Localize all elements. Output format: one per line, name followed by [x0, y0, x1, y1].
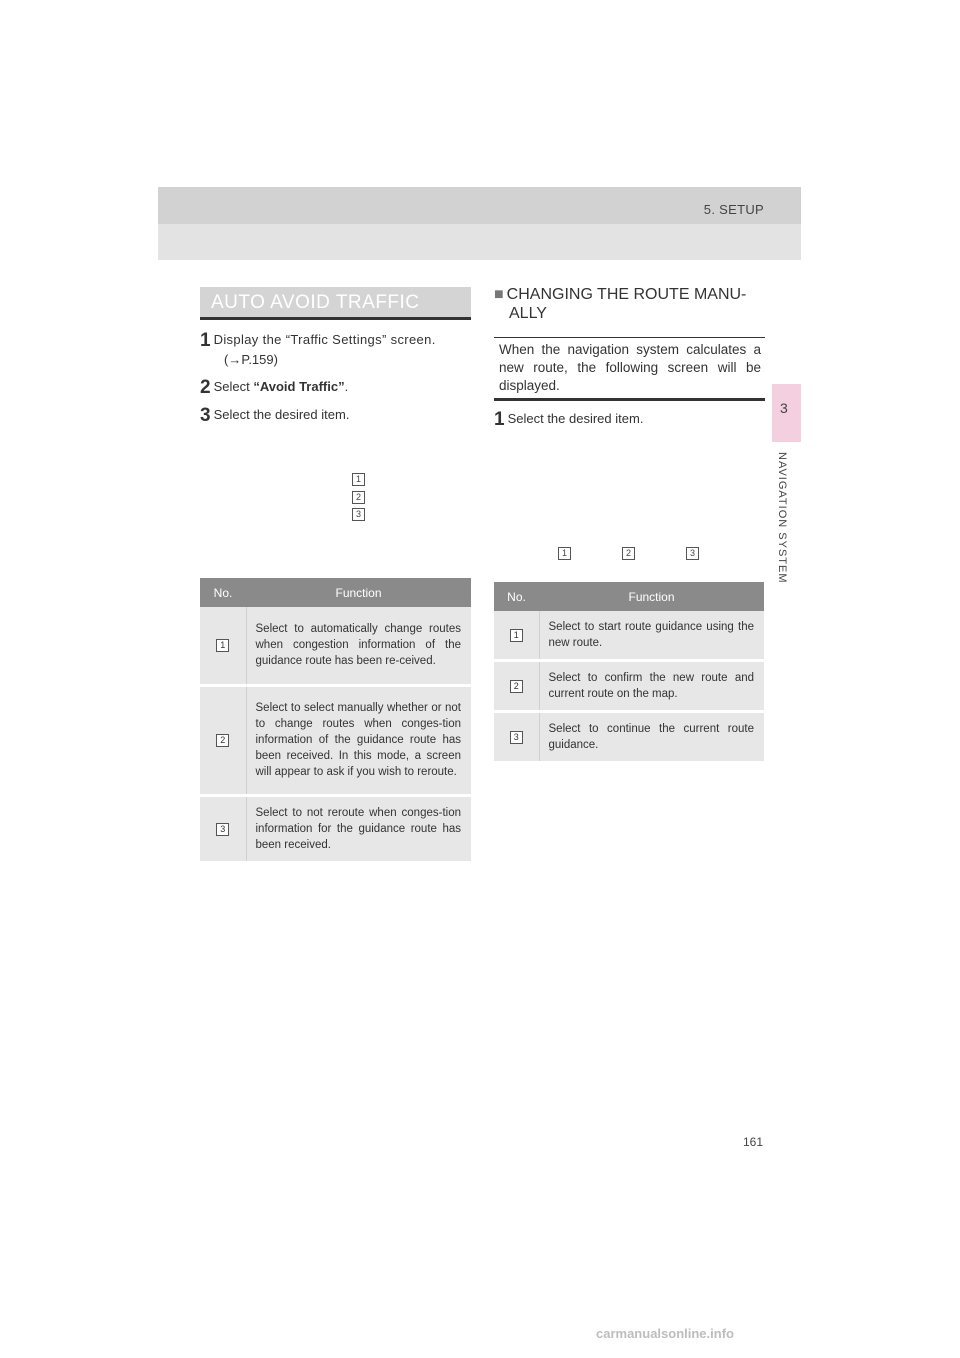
- col-function: Function: [539, 582, 764, 611]
- info-note: When the navigation system calculates a new route, the following screen will be displayed.: [494, 337, 765, 401]
- auto-avoid-function-table: [200, 578, 471, 864]
- step-text: Display the “Traffic Settings” screen.: [213, 332, 436, 347]
- reroute-function-table: [494, 582, 764, 764]
- changing-route-heading: [494, 285, 769, 323]
- page-reference: (→P.159): [224, 352, 278, 367]
- row-function: Select to not reroute when conges-tion information for the guidance route has been received.: [246, 795, 471, 862]
- row-number: 3: [510, 731, 523, 744]
- row-number: 1: [216, 639, 229, 652]
- heading-text: AUTO AVOID TRAFFIC: [211, 292, 420, 313]
- callout-2: 2: [622, 547, 635, 560]
- step-number: 2: [200, 377, 211, 398]
- step-number: 1: [200, 330, 211, 351]
- callout-3: 3: [352, 508, 365, 521]
- table-row: [494, 712, 764, 763]
- step-2: [200, 377, 348, 397]
- callout-1: 1: [558, 547, 571, 560]
- col-no: No.: [494, 582, 539, 611]
- callout-2: 2: [352, 491, 365, 504]
- row-function: Select to automatically change routes when congestion information of the guidance route has been re-ceived.: [246, 607, 471, 685]
- step-number: 3: [200, 405, 211, 426]
- step-3: [200, 405, 349, 425]
- table-row: [200, 685, 471, 795]
- row-number: 2: [216, 734, 229, 747]
- row-function: Select to start route guidance using the new route.: [539, 611, 764, 661]
- step-text: Select the desired item.: [507, 411, 644, 426]
- table-row: [200, 795, 471, 862]
- watermark: carmanualsonline.info: [596, 1326, 734, 1341]
- chapter-label: NAVIGATION SYSTEM: [776, 452, 788, 584]
- step-number: 1: [494, 409, 505, 430]
- row-number: 3: [216, 823, 229, 836]
- table-row: [494, 661, 764, 712]
- page-number: 161: [743, 1135, 764, 1149]
- row-function: Select to select manually whether or not to change routes when conges-tion information of the guidance route has been received. In this mode, a screen will appear to ask if you wish to reroute.: [246, 685, 471, 795]
- step-prefix: Select: [213, 379, 254, 394]
- table-header: [200, 578, 471, 607]
- step-1: [200, 330, 472, 369]
- right-step-1: [494, 409, 643, 429]
- callout-3: 3: [686, 547, 699, 560]
- heading-line-1: CHANGING THE ROUTE MANU-: [506, 286, 747, 303]
- step-text: Select the desired item.: [213, 407, 350, 422]
- heading-line-2: ALLY: [509, 305, 547, 322]
- col-no: No.: [200, 578, 246, 607]
- row-number: 1: [510, 629, 523, 642]
- table-header: [494, 582, 764, 611]
- table-row: [494, 611, 764, 661]
- table-row: [200, 607, 471, 685]
- row-function: Select to continue the current route guidance.: [539, 712, 764, 763]
- col-function: Function: [246, 578, 471, 607]
- auto-avoid-traffic-heading: [200, 287, 471, 320]
- row-function: Select to confirm the new route and current route on the map.: [539, 661, 764, 712]
- section-label: 5. SETUP: [703, 202, 764, 217]
- chapter-number: 3: [780, 400, 788, 416]
- step-suffix: .: [344, 379, 349, 394]
- row-number: 2: [510, 680, 523, 693]
- section-marker: ■: [494, 286, 504, 303]
- callout-1: 1: [352, 473, 365, 486]
- step-option: “Avoid Traffic”: [253, 379, 345, 394]
